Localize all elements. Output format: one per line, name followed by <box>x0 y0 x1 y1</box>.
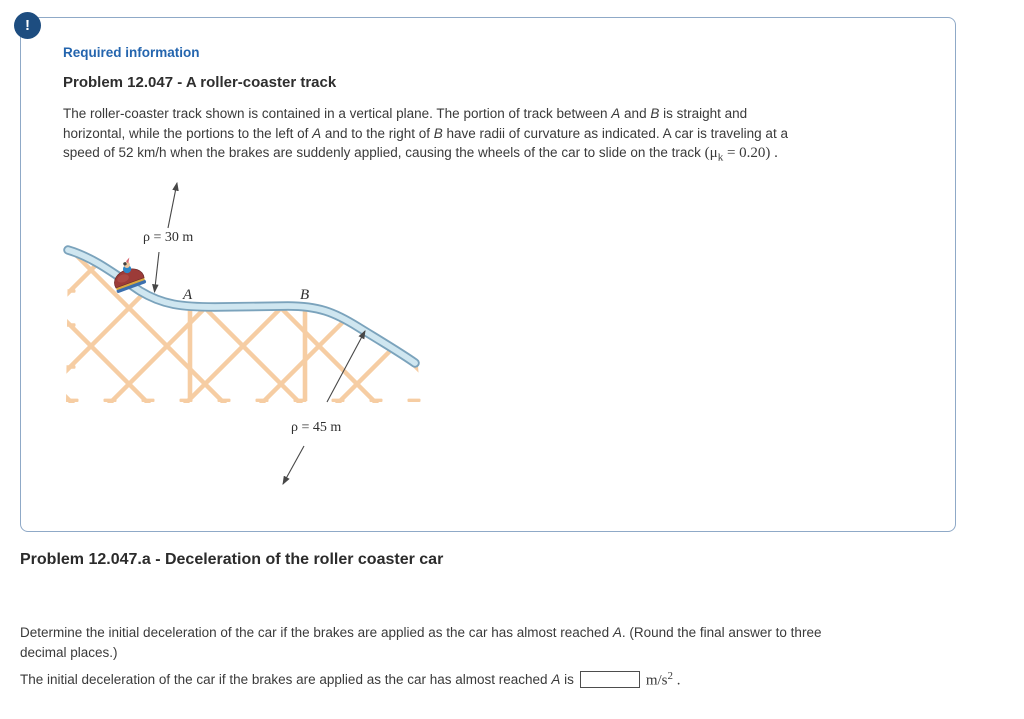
roller-coaster-figure <box>55 170 455 500</box>
radius-45-label: ρ = 45 m <box>291 420 342 435</box>
question-text: Determine the initial deceleration of the car if the brakes are applied as the car has almost reached A. (Round the final answer to three decimal places.) <box>20 625 822 660</box>
point-b-label: B <box>300 287 310 303</box>
point-a-label: A <box>183 287 193 303</box>
answer-prefix-text: The initial deceleration of the car if the brakes are applied as the car has almost reached A is <box>20 672 574 688</box>
answer-row <box>20 670 681 690</box>
radius-30-label: ρ = 30 m <box>143 230 194 245</box>
answer-unit-label: $m/s^2$ . <box>645 670 681 689</box>
lattice-truss <box>55 238 455 411</box>
answer-input[interactable] <box>580 671 640 688</box>
problem-box-content <box>21 18 955 168</box>
problem-body-text: The roller-coaster track shown is contained in a vertical plane. The portion of track between A and B is straight and horizontal, while the portions to the left of A and to the right of B have radii of curvature as indicated. A car is traveling at a speed of 52 km/h when the brakes are suddenly applied, causing the wheels of the car to slide on the track $(\mu_k = 0.20)$ . <box>63 106 788 164</box>
required-alert-icon <box>14 12 41 39</box>
part-title: Problem 12.047.a - Deceleration of the roller coaster car <box>20 551 444 568</box>
exclamation-icon: ! <box>25 17 30 34</box>
required-information-label: Required information <box>63 45 200 60</box>
problem-title: Problem 12.047 - A roller-coaster track <box>63 74 337 91</box>
